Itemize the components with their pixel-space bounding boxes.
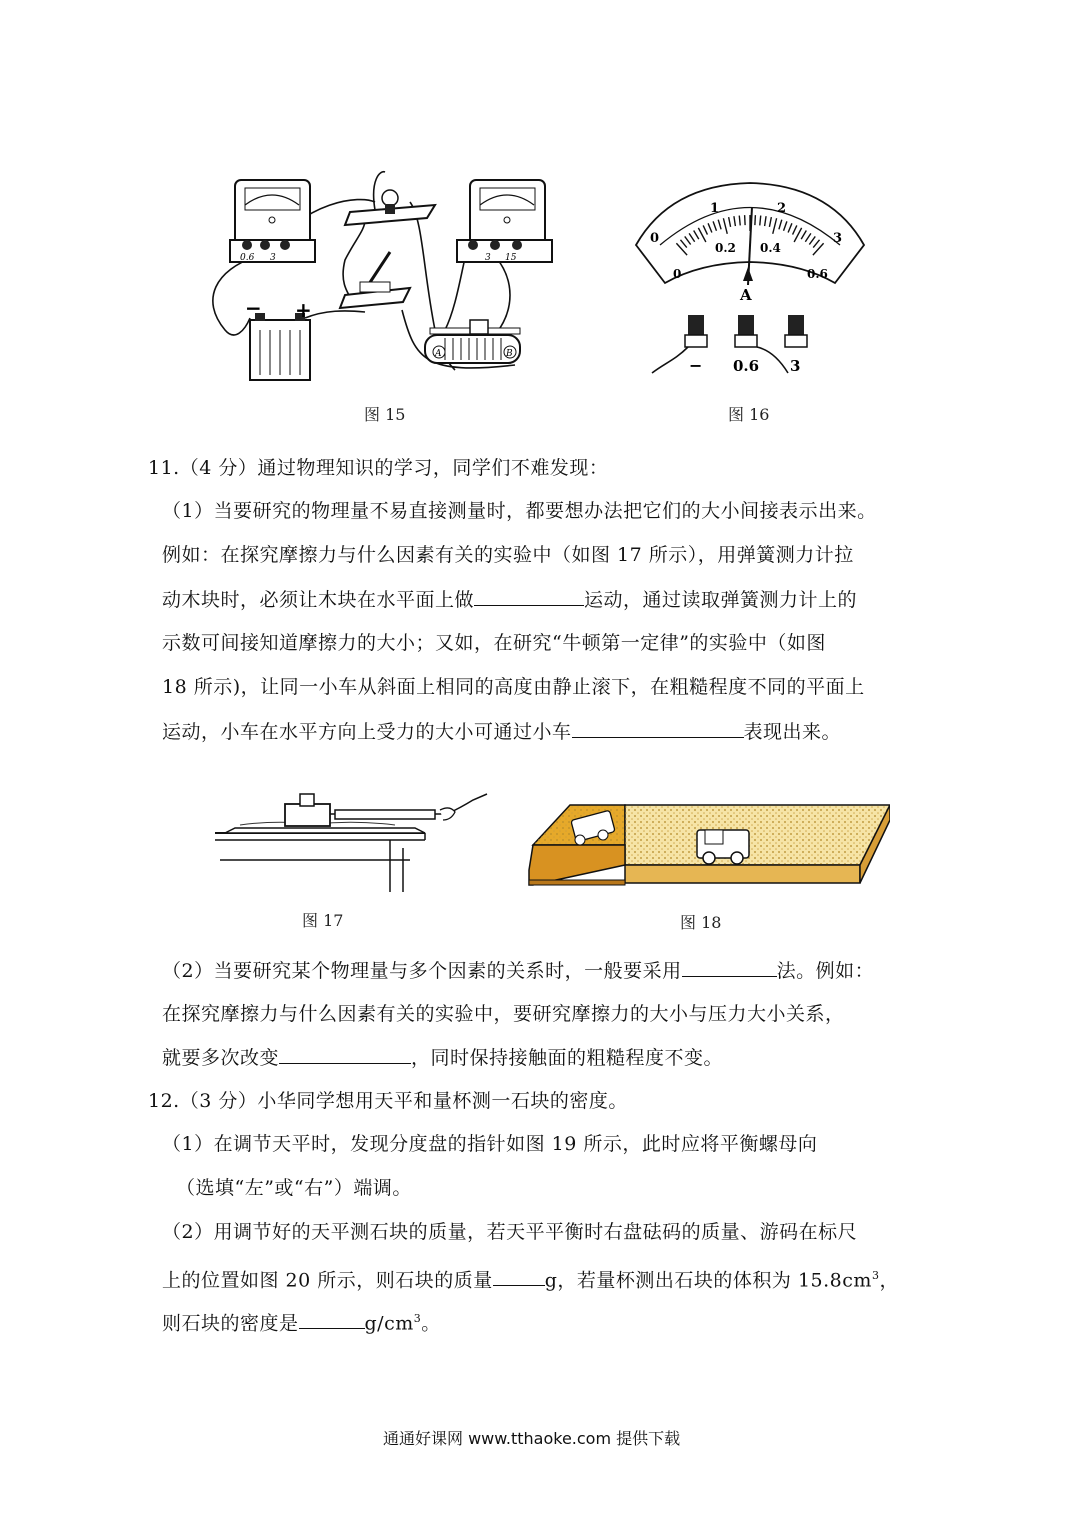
q12-p2-line2-c: ， [879,1269,899,1292]
q11-blank-motion[interactable] [474,587,584,606]
q12-blank-mass[interactable] [493,1267,545,1286]
rheostat-label-a: A [435,349,442,359]
q12-p1-line1: （1）在调节天平时，发现分度盘的指针如图 19 所示，此时应将平衡螺母向 [162,1133,818,1155]
rheostat-label-b: B [506,349,513,359]
q12-p2-line2 [162,1264,899,1292]
figure-15 [195,160,575,390]
q11-p2-line3 [162,1045,723,1070]
inclined-plane-illustration [525,790,890,890]
friction-experiment-illustration [215,780,495,895]
q12-p2-line2-a: 上的位置如图 20 所示，则石块的质量 [162,1269,493,1292]
q12-p1-line2: （选填“左”或“右”）端调。 [176,1177,412,1199]
dial-top-0: 0 [650,231,660,246]
battery-plus-sign: + [295,298,312,322]
q11-p1-line6-a: 运动，小车在水平方向上受力的大小可通过小车 [162,721,572,743]
q11-p1-line5: 18 所示)，让同一小车从斜面上相同的高度由静止滚下，在粗糙程度不同的平面上 [162,676,865,698]
dial-bottom-3: 0.6 [807,267,828,281]
terminal-label-3: 3 [790,357,801,375]
dial-top-2: 2 [777,201,787,216]
figure-16-caption: 图 16 [728,405,770,424]
dial-bottom-1: 0.2 [715,241,736,255]
q11-p1-line4: 示数可间接知道摩擦力的大小；又如，在研究“牛顿第一定律”的实验中（如图 [162,632,826,654]
figure-15-caption: 图 15 [364,405,406,424]
q12-volume-unit-exponent: 3 [871,1269,880,1282]
figure-17-caption: 图 17 [302,911,344,930]
q11-p1-line6 [162,719,841,744]
dial-bottom-2: 0.4 [760,241,781,255]
dial-bottom-0: 0 [673,267,682,281]
q12-p2-line2-b: g，若量杯测出石块的体积为 15.8cm [544,1269,872,1292]
circuit-illustration [195,160,575,390]
q12-p2-line3-b: g/cm [364,1312,414,1335]
q12-p2-line3 [162,1307,441,1335]
battery-minus-sign: − [245,296,262,320]
q11-blank-car[interactable] [572,719,744,738]
dial-tick [739,216,740,226]
q11-p1-line3-a: 动木块时，必须让木块在水平面上做 [162,589,475,611]
q11-blank-change[interactable] [279,1045,411,1064]
q11-p2-line1-b: 法。例如： [776,960,875,982]
q12-p2-line3-a: 则石块的密度是 [162,1312,299,1335]
q12-blank-density[interactable] [299,1310,365,1329]
figure-17 [215,780,495,895]
q11-p2-line1 [162,958,874,983]
dial-unit-label: A [740,286,752,304]
dial-tick [760,216,761,226]
q11-p2-line3-b: ，同时保持接触面的粗糙程度不变。 [411,1047,724,1069]
q11-blank-method[interactable] [682,958,777,977]
q11-p1-line1: （1）当要研究的物理量不易直接测量时，都要想办法把它们的大小间接表示出来。 [162,500,877,522]
left-meter-terminal-1: 0.6 [240,253,255,263]
q11-p2-line3-a: 就要多次改变 [162,1047,280,1069]
right-meter-terminal-1: 3 [485,253,491,263]
q11-p2-line1-a: （2）当要研究某个物理量与多个因素的关系时，一般要采用 [162,960,682,982]
left-meter-terminal-2: 3 [270,253,276,263]
q11-p1-line6-b: 表现出来。 [743,721,842,743]
dial-top-1: 1 [710,201,720,216]
page-footer: 通通好课网 www.tthaoke.com 提供下载 [383,1429,681,1448]
figure-18-caption: 图 18 [680,913,722,932]
figure-16 [630,175,870,385]
q11-p2-line2: 在探究摩擦力与什么因素有关的实验中，要研究摩擦力的大小与压力大小关系， [162,1003,845,1025]
q12-p2-line1: （2）用调节好的天平测石块的质量，若天平平衡时右盘砝码的质量、游码在标尺 [162,1221,858,1243]
ammeter-terminals [685,315,807,347]
dial-top-3: 3 [833,231,843,246]
ammeter-dial [630,175,870,385]
terminal-label-0-6: 0.6 [733,357,760,375]
q11-p1-line3 [162,587,857,612]
q12-density-unit-exponent: 3 [413,1312,422,1325]
right-meter-terminal-2: 15 [505,253,517,263]
terminal-label-minus: − [689,356,703,375]
q11-heading: 11.（4 分）通过物理知识的学习，同学们不难发现： [148,457,609,479]
q12-heading: 12.（3 分）小华同学想用天平和量杯测一石块的密度。 [148,1090,628,1112]
q12-p2-line3-c: 。 [421,1312,441,1335]
q11-p1-line3-b: 运动，通过读取弹簧测力计上的 [584,589,858,611]
q11-p1-line2: 例如：在探究摩擦力与什么因素有关的实验中（如图 17 所示），用弹簧测力计拉 [162,544,854,566]
figure-18 [525,790,890,890]
